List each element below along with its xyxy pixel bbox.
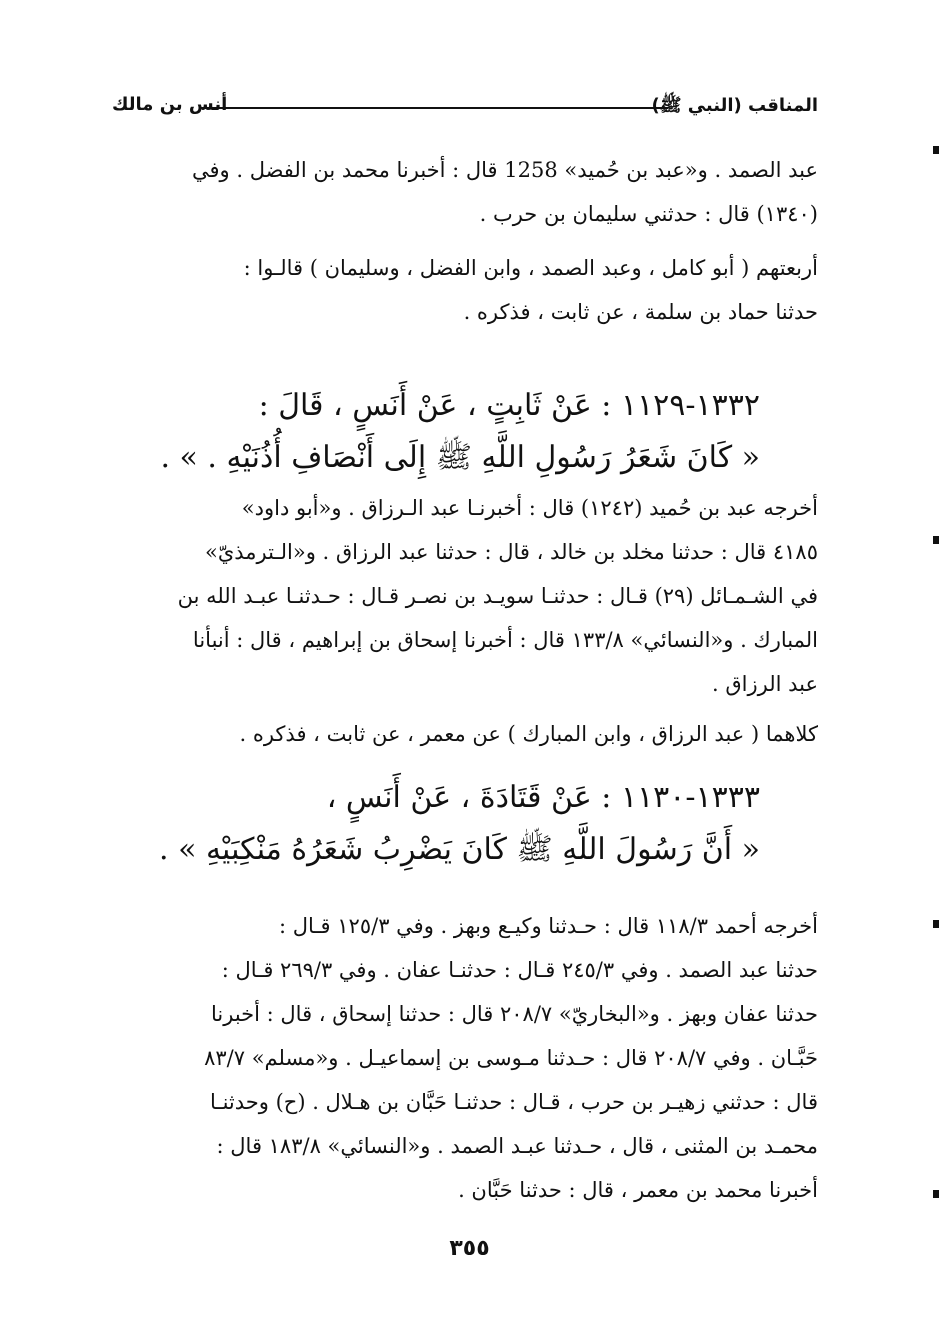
paragraph-line: كلاهما ( عبد الرزاق ، وابن المبارك ) عن معمر ، عن ثابت ، فذكره . xyxy=(239,722,818,746)
running-header xyxy=(112,88,818,128)
paragraph-line: حدثنا حماد بن سلمة ، عن ثابت ، فذكره . xyxy=(463,300,818,324)
header-rule xyxy=(200,107,668,109)
paragraph-5 xyxy=(112,904,818,1212)
scan-edge-mark xyxy=(933,536,939,544)
hadith-1 xyxy=(160,380,760,484)
paragraph-1 xyxy=(112,148,818,236)
scan-edge-mark xyxy=(933,1190,939,1198)
page-number: ٣٥٥ xyxy=(449,1236,490,1261)
hadith-2 xyxy=(159,772,760,876)
paragraph-3 xyxy=(112,486,818,706)
paragraph-line: محمـد بن المثنى ، قال ، حـدثنا عبـد الصمد . و«النسائي» ١٨٣/٨ قال : xyxy=(216,1134,818,1158)
chapter-title: المناقب (النبي ﷺ) xyxy=(651,95,818,116)
hadith-text: « أَنَّ رَسُولَ اللَّهِ ﷺ كَانَ يَضْرِبُ شَعَرُهُ مَنْكِبَيْهِ » . xyxy=(159,832,760,867)
paragraph-line: أربعتهم ( أبو كامل ، وعبد الصمد ، وابن الفضل ، وسليمان ) قالـوا : xyxy=(243,256,818,280)
scan-edge-mark xyxy=(933,920,939,928)
paragraph-line: ٤١٨٥ قال : حدثنا مخلد بن خالد ، قال : حدثنا عبد الرزاق . و«الـترمذيّ» xyxy=(205,540,818,564)
section-title: أنس بن مالك xyxy=(112,94,228,115)
paragraph-line: حَبَّـان . وفي ٢٠٨/٧ قال : حـدثنا مـوسى بن إسماعيـل . و«مسلم» ٨٣/٧ xyxy=(204,1046,818,1070)
paragraph-line: عبد الصمد . و«عبد بن حُميد» 1258 قال : أخبرنا محمد بن الفضل . وفي xyxy=(191,158,818,182)
paragraph-4 xyxy=(112,712,818,756)
paragraph-line: أخبرنا محمد بن معمر ، قال : حدثنا حَبَّان . xyxy=(458,1178,818,1202)
paragraph-line: (١٣٤٠) قال : حدثني سليمان بن حرب . xyxy=(479,202,818,226)
scan-edge-mark xyxy=(933,146,939,154)
paragraph-line: حدثنا عبد الصمد . وفي ٢٤٥/٣ قـال : حدثنـا عفان . وفي ٢٦٩/٣ قـال : xyxy=(221,958,818,982)
paragraph-line: المبارك . و«النسائي» ١٣٣/٨ قال : أخبرنا إسحاق بن إبراهيم ، قال : أنبأنا xyxy=(192,628,818,652)
hadith-heading: ١٣٣٣-١١٣٠ : عَنْ قَتَادَةَ ، عَنْ أَنَسٍ ، xyxy=(326,780,760,815)
hadith-heading: ١٣٣٢-١١٢٩ : عَنْ ثَابِتٍ ، عَنْ أَنَسٍ ، قَالَ : xyxy=(258,388,760,423)
hadith-text: « كَانَ شَعَرُ رَسُولِ اللَّهِ ﷺ إِلَى أَنْصَافِ أُذُنَيْهِ . » . xyxy=(160,440,760,475)
paragraph-line: حدثنا عفان وبهز . و«البخاريّ» ٢٠٨/٧ قال : حدثنا إسحاق ، قال : أخبرنا xyxy=(211,1002,818,1026)
paragraph-2 xyxy=(112,246,818,334)
paragraph-line: عبد الرزاق . xyxy=(711,672,818,696)
paragraph-line: في الشـمـائل (٢٩) قـال : حدثنـا سويـد بن نصـر قـال : حـدثنـا عبـد الله بن xyxy=(177,584,818,608)
paragraph-line: أخرجه أحمد ١١٨/٣ قال : حـدثنا وكيـع وبهز . وفي ١٢٥/٣ قـال : xyxy=(279,914,818,938)
paragraph-line: أخرجه عبد بن حُميد (١٢٤٢) قال : أخبرنـا عبد الـرزاق . و«أبو داود» xyxy=(241,496,818,520)
paragraph-line: قال : حدثني زهيـر بن حرب ، قـال : حدثنـا حَبَّان بن هـلال . (ح) وحدثنـا xyxy=(210,1090,818,1114)
